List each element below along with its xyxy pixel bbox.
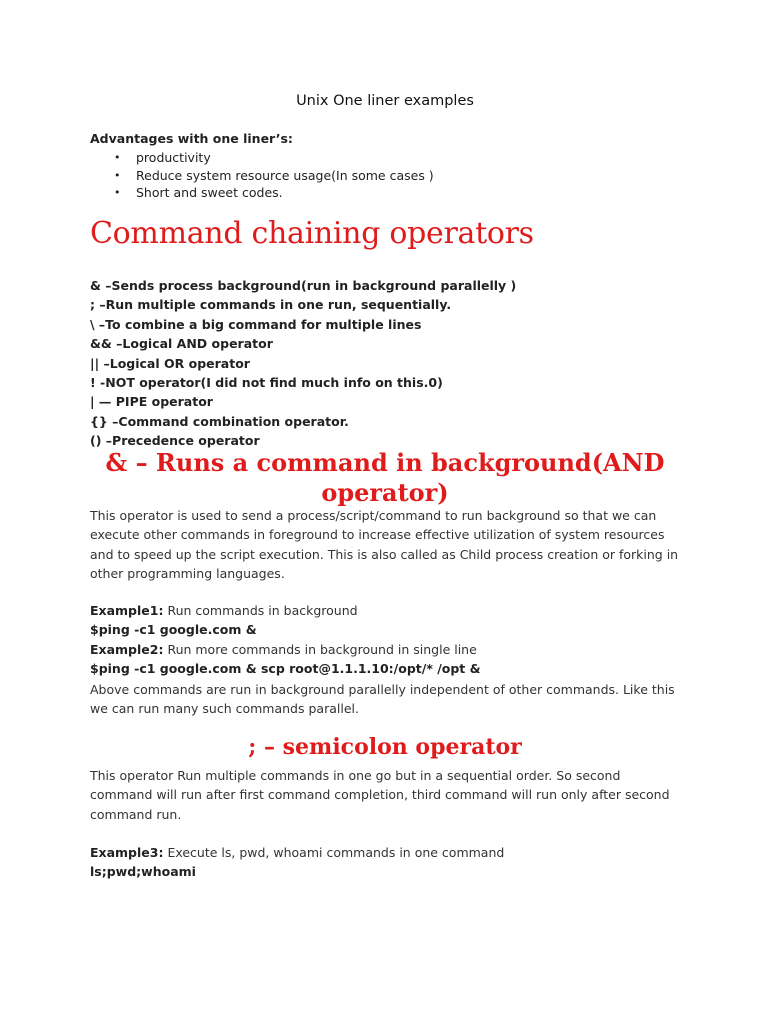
operator-item: ! -NOT operator(I did not find much info on this.0) — [90, 375, 443, 391]
operator-item: && –Logical AND operator — [90, 336, 273, 352]
operator-item: & –Sends process background(run in background parallelly ) — [90, 278, 517, 293]
chaining-heading: Command chaining operators — [90, 216, 534, 251]
operator-item: \ –To combine a big command for multiple lines — [90, 316, 422, 332]
amp-paragraph: This operator is used to send a process/script/command to run background so that we can execute other commands in foreground to increase effective utilization of system resources and to speed up the script execution. This is also called as Child process creation or forking in other programming languages. — [90, 508, 679, 582]
example3-line — [90, 843, 504, 862]
amp-examples — [90, 601, 481, 679]
example3-command: ls;pwd;whoami — [90, 864, 196, 880]
semicolon-section-heading: ; – semicolon operator — [248, 734, 522, 760]
bullet-icon: • — [114, 151, 121, 164]
advantages-list — [90, 149, 434, 202]
amp-section-heading — [90, 448, 680, 508]
amp-after-paragraph: Above commands are run in background parallelly independent of other commands. Like this we can run many such commands parallel. — [90, 682, 675, 717]
list-item: • Short and sweet codes. — [114, 185, 283, 200]
operator-item: () –Precedence operator — [90, 433, 260, 449]
example2-text: Run more commands in background in single line — [163, 641, 477, 657]
semicolon-paragraph: This operator Run multiple commands in one go but in a sequential order. So second command will run after first command completion, third command will run only after second command run. — [90, 768, 670, 822]
example1-label: Example1: — [90, 603, 164, 618]
bullet-icon: • — [114, 186, 121, 199]
advantages-heading: Advantages with one liner’s: — [90, 131, 293, 146]
example1-command: $ping -c1 google.com & — [90, 622, 257, 638]
example1-line — [90, 601, 481, 620]
operator-item: || –Logical OR operator — [90, 355, 250, 371]
list-item: • Reduce system resource usage(In some cases ) — [114, 167, 434, 183]
example1-text: Run commands in background — [163, 603, 358, 618]
operator-item: ; –Run multiple commands in one run, sequentially. — [90, 297, 452, 313]
example3-text: Execute ls, pwd, whoami commands in one command — [163, 845, 505, 860]
operator-item: {} –Command combination operator. — [90, 413, 349, 429]
example3-label: Example3: — [90, 845, 164, 860]
list-item: • productivity — [114, 150, 211, 165]
example2-label: Example2: — [90, 641, 164, 657]
example2-line — [90, 640, 481, 659]
semicolon-examples — [90, 843, 504, 882]
bullet-icon: • — [114, 168, 121, 182]
example2-command: $ping -c1 google.com & scp root@1.1.1.10:/opt/* /opt & — [90, 661, 481, 677]
operator-item: | — PIPE operator — [90, 394, 213, 410]
amp-heading-line1: & – Runs a command in background(AND — [105, 448, 665, 477]
document-title: Unix One liner examples — [296, 93, 474, 109]
operators-list — [90, 276, 516, 451]
amp-heading-line2: operator) — [321, 478, 449, 507]
